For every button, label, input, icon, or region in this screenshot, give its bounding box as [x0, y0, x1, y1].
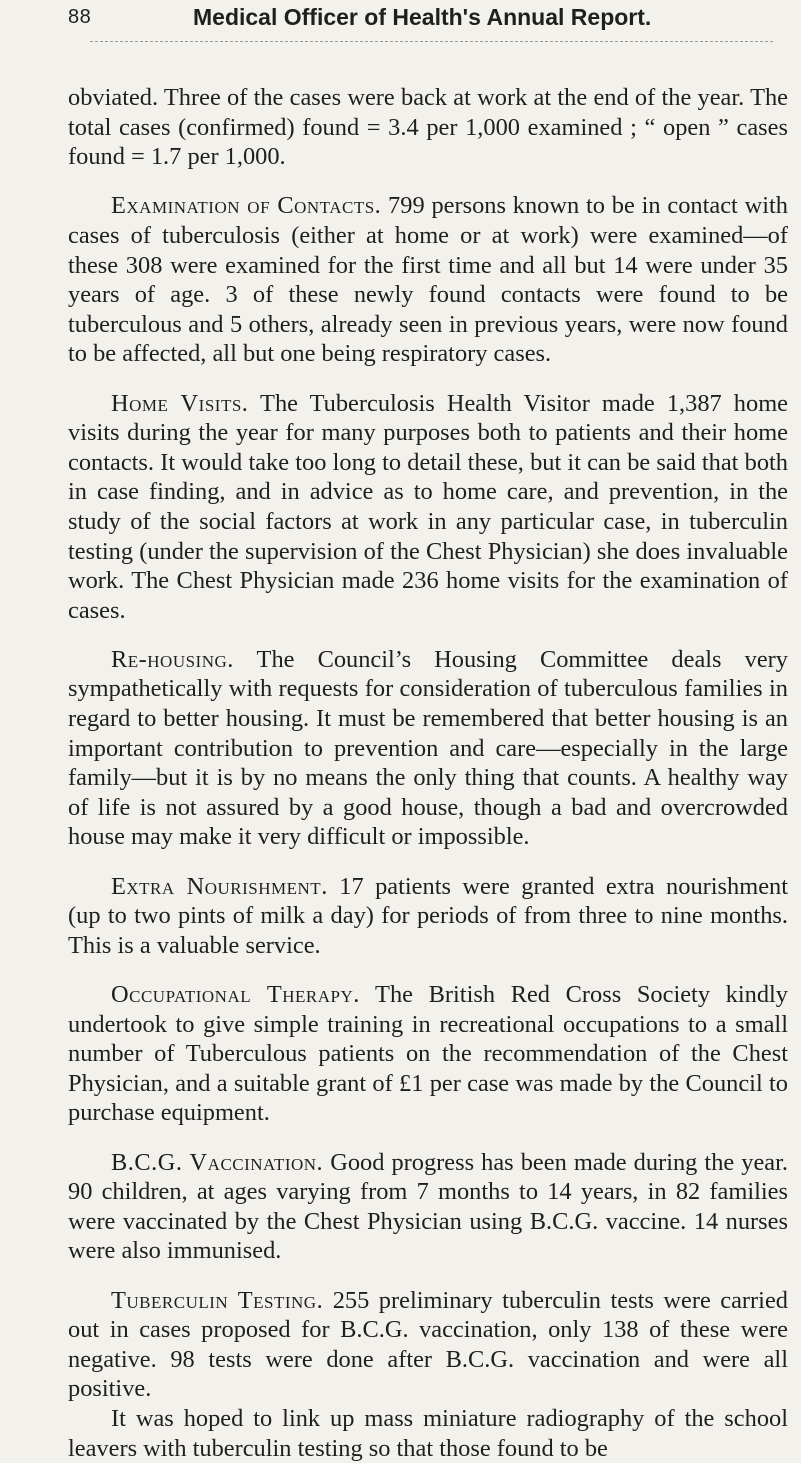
page-header	[68, 4, 773, 40]
header-rule	[90, 41, 773, 42]
paragraph-extra-nourishment	[68, 872, 788, 961]
section-heading: B.C.G. Vaccination.	[111, 1148, 324, 1176]
section-heading: Examination of Contacts.	[111, 192, 382, 220]
paragraph-text: 255 preliminary tuberculin tests were carried out in cases proposed for B.C.G. vaccination, only 138 of these were negative. 98 tests were done after B.C.G. vaccination and were all positive.	[68, 1286, 788, 1403]
paragraph-bcg-vaccination	[68, 1148, 788, 1266]
running-title: Medical Officer of Health's Annual Report.	[193, 4, 652, 30]
paragraph-text: 799 persons known to be in contact with cases of tuberculosis (either at home or at work) were examined—of these 308 were examined for the first time and all but 14 were under 35 years of age. 3 of these newly found contacts were found to be tuberculous and 5 others, already seen in previous years, were now found to be affected, all but one being respiratory cases.	[68, 192, 788, 368]
section-heading: Occupational Therapy.	[111, 981, 360, 1008]
paragraph-text: Good progress has been made during the year. 90 children, at ages varying from 7 months to 14 years, in 82 families were vaccinated by the Chest Physician using B.C.G. vaccine. 14 nurses were also immunised.	[68, 1148, 788, 1265]
paragraph-home-visits	[68, 389, 788, 626]
paragraph-examination-of-contacts	[68, 191, 788, 369]
paragraph-mass-radiography	[68, 1404, 788, 1463]
body-text	[68, 83, 788, 1463]
paragraph-text: The Council’s Housing Committee deals very sympathetically with requests for consideration of tuberculous families in regard to better housing. It must be remembered that better housing is an important contribution to prevention and care—especially in the large family—but it is by no means the only thing that counts. A healthy way of life is not assured by a good house, though a bad and overcrowded house may make it very difficult or impossible.	[68, 645, 788, 851]
section-heading: Tuberculin Testing.	[111, 1286, 324, 1314]
paragraph-text: 17 patients were granted extra nourishment (up to two pints of milk a day) for periods of from three to nine months. This is a valuable service.	[68, 872, 788, 959]
paragraph-occupational-therapy	[68, 980, 788, 1128]
paragraph-text: The British Red Cross Society kindly undertook to give simple training in recreational occupations to a small number of Tuberculous patients on the recommendation of the Chest Physician, and a suitable grant of £1 per case was made by the Council to purchase equipment.	[68, 981, 789, 1127]
section-heading: Home Visits.	[111, 389, 249, 417]
paragraph-text: The Tuberculosis Health Visitor made 1,387 home visits during the year for many purposes both to patients and their home contacts. It would take too long to detail these, but it can be said that both in case finding, and in advice as to home care, and prevention, in the study of the social factors at work in any particular case, in tuberculin testing (under the supervision of the Chest Physician) she does invaluable work. The Chest Physician made 236 home visits for the examination of cases.	[68, 389, 788, 624]
paragraph-text: obviated. Three of the cases were back at work at the end of the year. The total cases (confirmed) found = 3.4 per 1,000 examined ; “ open ” cases found = 1.7 per 1,000.	[68, 84, 788, 171]
paragraph-intro	[68, 83, 788, 172]
paragraph-text: It was hoped to link up mass miniature radiography of the school leavers with tuberculin testing so that those found to be	[68, 1404, 788, 1462]
section-heading: Re-housing.	[111, 645, 234, 673]
paragraph-tuberculin-testing	[68, 1286, 788, 1404]
page-number: 88	[68, 6, 92, 28]
section-heading: Extra Nourishment.	[111, 872, 328, 900]
paragraph-re-housing	[68, 645, 788, 852]
